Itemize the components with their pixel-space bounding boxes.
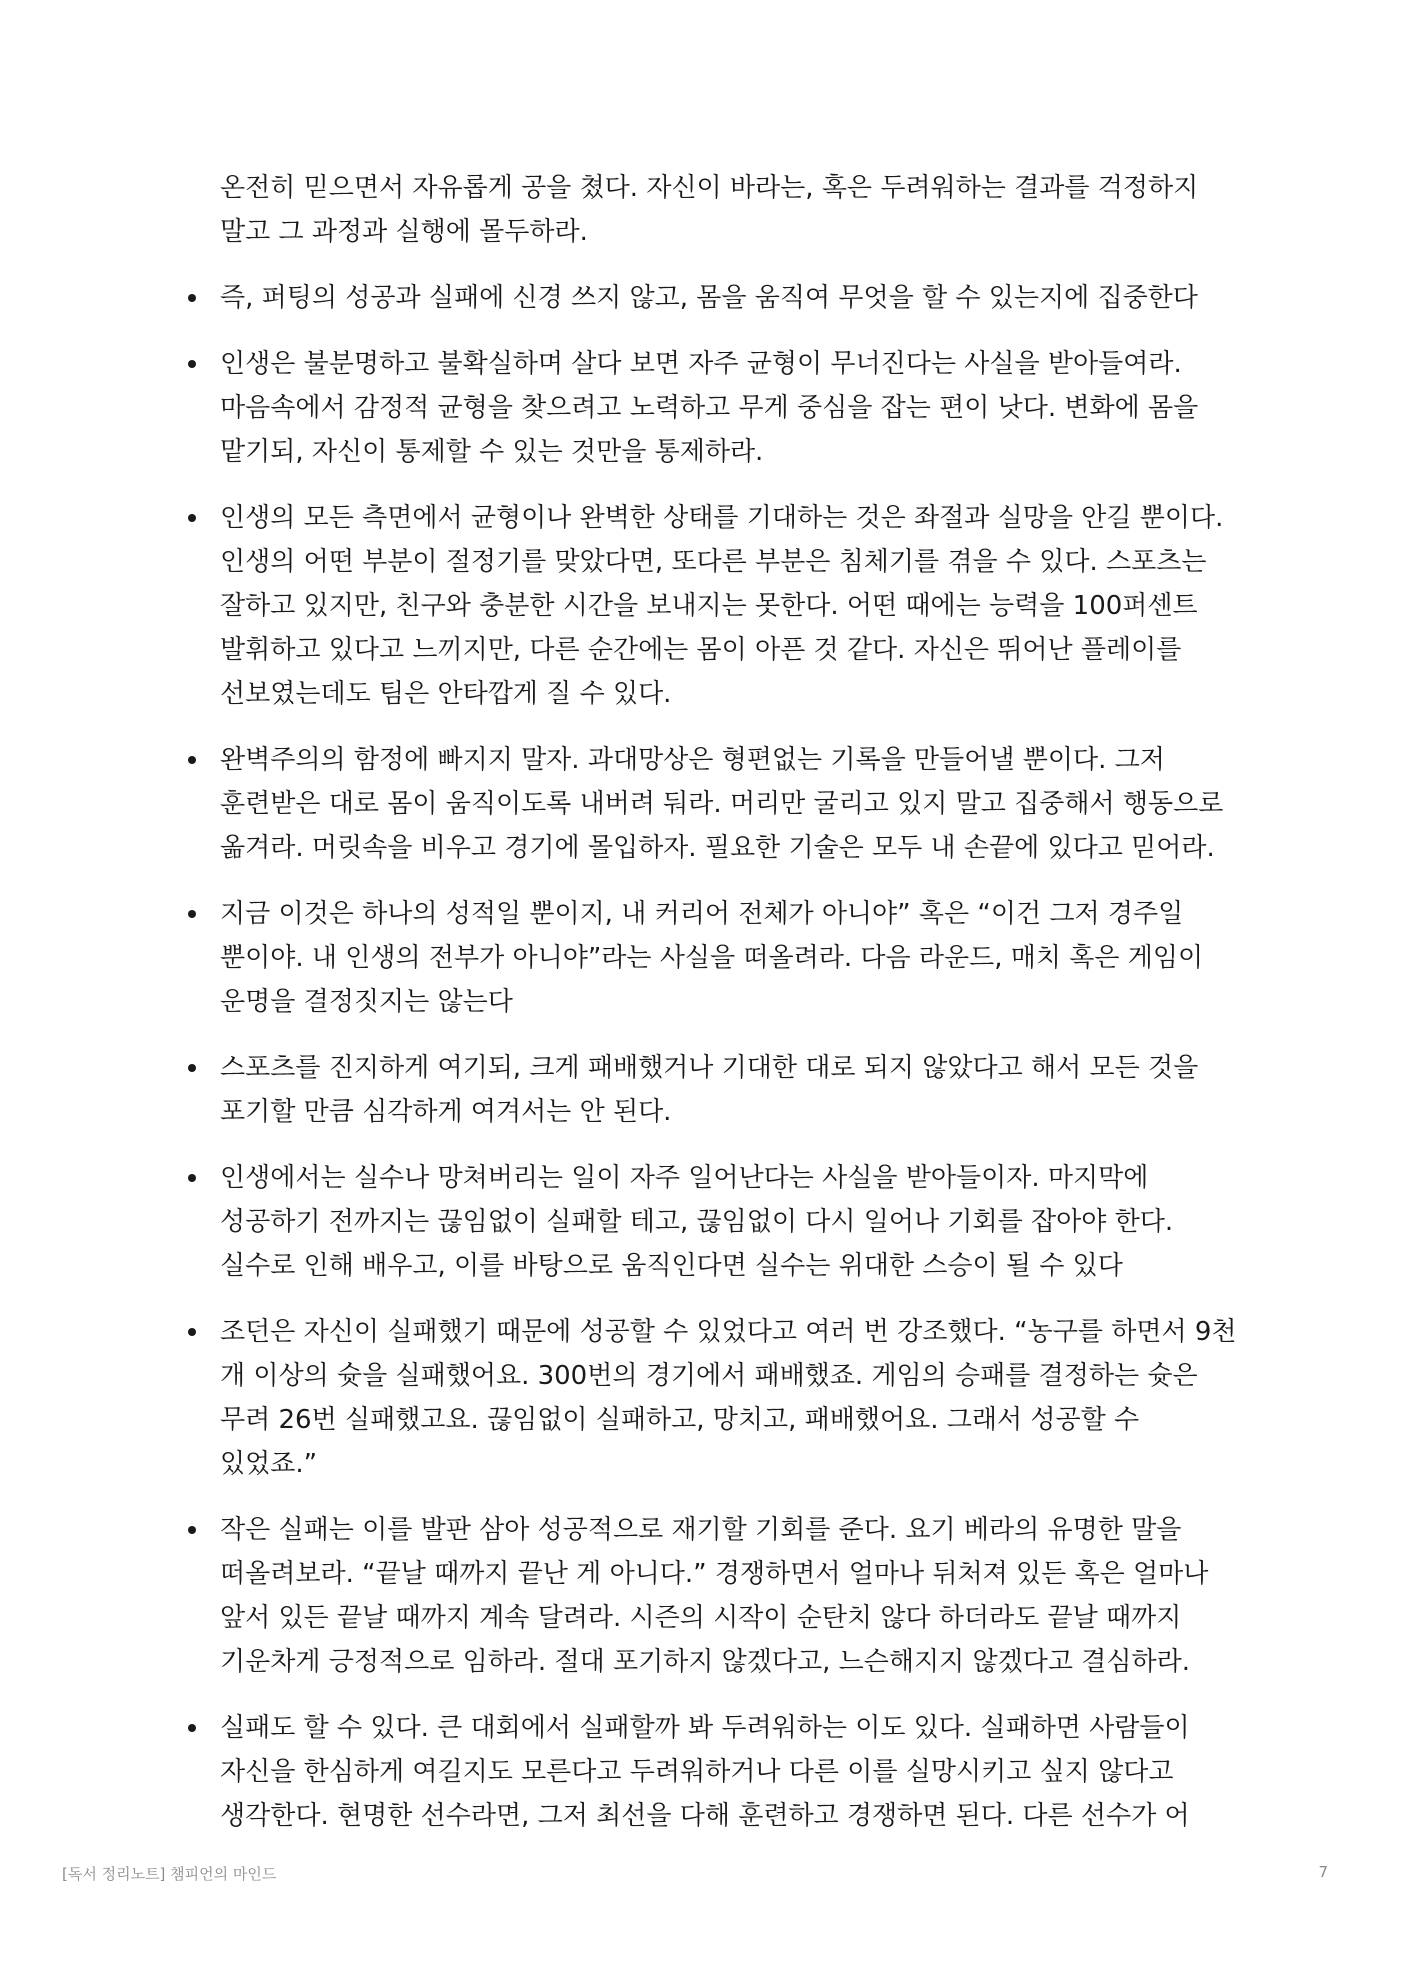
footer-page-number: 7 (1318, 1863, 1328, 1881)
bullet-list (220, 276, 1240, 1838)
bullet-icon (188, 910, 196, 918)
list-item-text: 조던은 자신이 실패했기 때문에 성공할 수 있었다고 여러 번 강조했다. “농구를 하면서 9천 개 이상의 슛을 실패했어요. 300번의 경기에서 패배했죠. 게임의 승패를 결정하는 슛은 무려 26번 실패했고요. 끊임없이 실패하고, 망치고, 패배했어요. 그래서 성공할 수 있었죠.” (220, 1317, 1237, 1479)
list-item (220, 276, 1240, 320)
bullet-icon (188, 1526, 196, 1534)
list-item-text: 인생에서는 실수나 망쳐버리는 일이 자주 일어난다는 사실을 받아들이자. 마지막에 성공하기 전까지는 끊임없이 실패할 테고, 끊임없이 다시 일어나 기회를 잡아야 한다. 실수로 인해 배우고, 이를 바탕으로 움직인다면 실수는 위대한 스승이 될 수 있다 (220, 1163, 1174, 1281)
bullet-icon (188, 360, 196, 368)
bullet-icon (188, 1174, 196, 1182)
footer-document-title: [독서 정리노트] 챔피언의 마인드 (62, 1865, 277, 1883)
list-item-text: 작은 실패는 이를 발판 삼아 성공적으로 재기할 기회를 준다. 요기 베라의 유명한 말을 떠올려보라. “끝날 때까지 끝난 게 아니다.” 경쟁하면서 얼마나 뒤처져 있든 혹은 얼마나 앞서 있든 끝날 때까지 계속 달려라. 시즌의 시작이 순탄치 않다 하더라도 끝날 때까지 기운차게 긍정적으로 임하라. 절대 포기하지 않겠다고, 느슨해지지 않겠다고 결심하라. (220, 1515, 1209, 1677)
list-item (220, 1706, 1240, 1838)
list-item (220, 1046, 1240, 1134)
list-item-text: 인생의 모든 측면에서 균형이나 완벽한 상태를 기대하는 것은 좌절과 실망을 안길 뿐이다. 인생의 어떤 부분이 절정기를 맞았다면, 또다른 부분은 침체기를 겪을 수 있다. 스포츠는 잘하고 있지만, 친구와 충분한 시간을 보내지는 못한다. 어떤 때에는 능력을 100퍼센트 발휘하고 있다고 느끼지만, 다른 순간에는 몸이 아픈 것 같다. 자신은 뛰어난 플레이를 선보였는데도 팀은 안타깝게 질 수 있다. (220, 503, 1224, 709)
intro-paragraph: 온전히 믿으면서 자유롭게 공을 쳤다. 자신이 바라는, 혹은 두려워하는 결과를 걱정하지 말고 그 과정과 실행에 몰두하라. (220, 173, 1199, 247)
document-body (220, 166, 1240, 1860)
bullet-icon (188, 1328, 196, 1336)
list-item-text: 완벽주의의 함정에 빠지지 말자. 과대망상은 형편없는 기록을 만들어낼 뿐이다. 그저 훈련받은 대로 몸이 움직이도록 내버려 둬라. 머리만 굴리고 있지 말고 집중해서 행동으로 옮겨라. 머릿속을 비우고 경기에 몰입하자. 필요한 기술은 모두 내 손끝에 있다고 믿어라. (220, 745, 1224, 863)
list-item (220, 738, 1240, 870)
list-item (220, 496, 1240, 716)
bullet-icon (188, 1064, 196, 1072)
bullet-icon (188, 514, 196, 522)
bullet-icon (188, 1724, 196, 1732)
list-item (220, 342, 1240, 474)
list-item (220, 892, 1240, 1024)
list-item (220, 1508, 1240, 1684)
list-item-text: 실패도 할 수 있다. 큰 대회에서 실패할까 봐 두려워하는 이도 있다. 실패하면 사람들이 자신을 한심하게 여길지도 모른다고 두려워하거나 다른 이를 실망시키고 싶지 않다고 생각한다. 현명한 선수라면, 그저 최선을 다해 훈련하고 경쟁하면 된다. 다른 선수가 어 (220, 1713, 1190, 1831)
list-item-text: 지금 이것은 하나의 성적일 뿐이지, 내 커리어 전체가 아니야” 혹은 “이건 그저 경주일 뿐이야. 내 인생의 전부가 아니야”라는 사실을 떠올려라. 다음 라운드, 매치 혹은 게임이 운명을 결정짓지는 않는다 (220, 899, 1204, 1017)
list-item-text: 스포츠를 진지하게 여기되, 크게 패배했거나 기대한 대로 되지 않았다고 해서 모든 것을 포기할 만큼 심각하게 여겨서는 안 된다. (220, 1053, 1199, 1127)
list-item (220, 1156, 1240, 1288)
bullet-icon (188, 294, 196, 302)
list-item (220, 1310, 1240, 1486)
list-item-text: 인생은 불분명하고 불확실하며 살다 보면 자주 균형이 무너진다는 사실을 받아들여라. 마음속에서 감정적 균형을 찾으려고 노력하고 무게 중심을 잡는 편이 낫다. 변화에 몸을 맡기되, 자신이 통제할 수 있는 것만을 통제하라. (220, 349, 1199, 467)
bullet-icon (188, 756, 196, 764)
list-item-text: 즉, 퍼팅의 성공과 실패에 신경 쓰지 않고, 몸을 움직여 무엇을 할 수 있는지에 집중한다 (220, 283, 1198, 313)
